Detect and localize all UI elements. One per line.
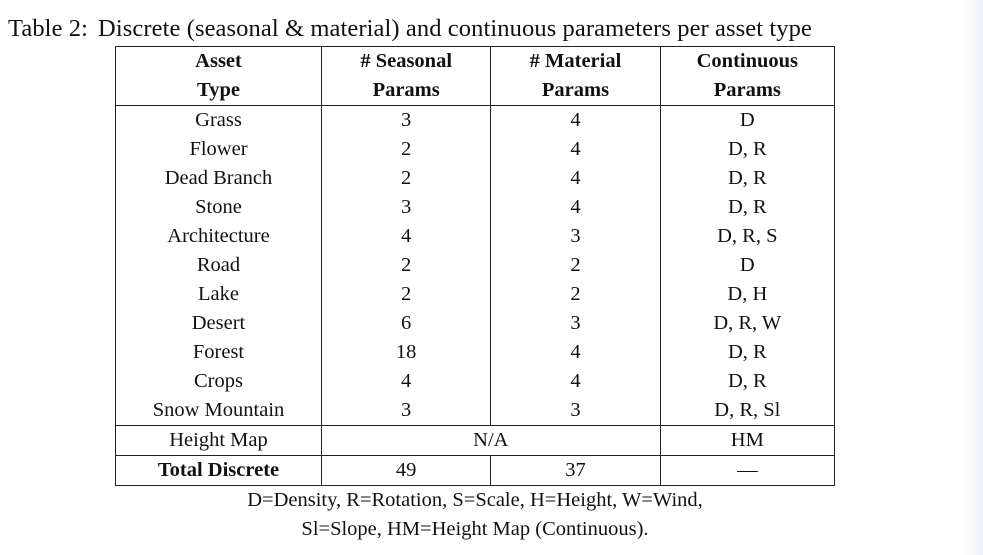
header-material-line1: # Material xyxy=(529,50,622,72)
header-asset-type xyxy=(116,47,322,106)
material-cell: 3 xyxy=(491,309,660,338)
parameters-table xyxy=(115,46,835,486)
legend-line-2: Sl=Slope, HM=Height Map (Continuous). xyxy=(301,518,649,540)
table-row xyxy=(116,193,835,222)
asset-cell: Lake xyxy=(116,280,322,309)
table-row xyxy=(116,280,835,309)
caption-label: Table 2: xyxy=(8,15,89,42)
header-material-params xyxy=(491,47,660,106)
asset-cell: Road xyxy=(116,251,322,280)
continuous-cell: D, R xyxy=(660,135,834,164)
material-cell: 4 xyxy=(491,106,660,136)
caption-text: Discrete (seasonal & material) and continuous parameters per asset type xyxy=(98,15,812,42)
table-row xyxy=(116,164,835,193)
material-cell: 4 xyxy=(491,338,660,367)
header-seasonal-line2: Params xyxy=(372,79,440,101)
asset-cell: Flower xyxy=(116,135,322,164)
table-row xyxy=(116,309,835,338)
material-cell: 3 xyxy=(491,222,660,251)
seasonal-cell: 2 xyxy=(322,280,491,309)
continuous-cell: D, R, S xyxy=(660,222,834,251)
header-seasonal-line1: # Seasonal xyxy=(360,50,453,72)
page-edge-shade xyxy=(961,0,983,555)
continuous-cell: D, H xyxy=(660,280,834,309)
continuous-cell: D, R, Sl xyxy=(660,396,834,426)
height-map-discrete-cell: N/A xyxy=(322,426,661,456)
continuous-cell: D, R xyxy=(660,338,834,367)
seasonal-cell: 4 xyxy=(322,367,491,396)
table-row xyxy=(116,135,835,164)
seasonal-cell: 2 xyxy=(322,251,491,280)
asset-rows xyxy=(116,106,835,426)
total-label-cell: Total Discrete xyxy=(116,456,322,486)
table-row xyxy=(116,367,835,396)
continuous-cell: D xyxy=(660,106,834,136)
header-material-line2: Params xyxy=(541,79,610,101)
material-cell: 4 xyxy=(491,164,660,193)
seasonal-cell: 3 xyxy=(322,106,491,136)
summary-rows xyxy=(116,426,835,486)
total-discrete-row xyxy=(116,456,835,486)
table-row xyxy=(116,396,835,426)
header-continuous-params xyxy=(660,47,834,106)
table-legend xyxy=(115,486,835,544)
asset-cell: Architecture xyxy=(116,222,322,251)
seasonal-cell: 6 xyxy=(322,309,491,338)
continuous-cell: D xyxy=(660,251,834,280)
asset-cell: Stone xyxy=(116,193,322,222)
header-asset-line1: Asset xyxy=(195,50,242,72)
height-map-continuous-cell: HM xyxy=(660,426,834,456)
asset-cell: Grass xyxy=(116,106,322,136)
seasonal-cell: 4 xyxy=(322,222,491,251)
header-row xyxy=(116,47,835,106)
legend-line-1: D=Density, R=Rotation, S=Scale, H=Height, W=Wind, xyxy=(247,489,703,511)
total-material-cell: 37 xyxy=(491,456,660,486)
seasonal-cell: 18 xyxy=(322,338,491,367)
continuous-cell: D, R xyxy=(660,367,834,396)
header-seasonal-params xyxy=(322,47,491,106)
table-row xyxy=(116,251,835,280)
material-cell: 2 xyxy=(491,251,660,280)
asset-cell: Crops xyxy=(116,367,322,396)
seasonal-cell: 2 xyxy=(322,135,491,164)
material-cell: 4 xyxy=(491,367,660,396)
asset-cell: Dead Branch xyxy=(116,164,322,193)
header-continuous-line2: Params xyxy=(713,79,781,101)
continuous-cell: D, R xyxy=(660,164,834,193)
asset-cell: Desert xyxy=(116,309,322,338)
table-caption xyxy=(8,14,812,44)
header-asset-line2: Type xyxy=(197,79,240,101)
height-map-row xyxy=(116,426,835,456)
material-cell: 2 xyxy=(491,280,660,309)
asset-cell: Forest xyxy=(116,338,322,367)
material-cell: 4 xyxy=(491,193,660,222)
height-map-asset-cell: Height Map xyxy=(116,426,322,456)
table-row xyxy=(116,106,835,136)
material-cell: 4 xyxy=(491,135,660,164)
continuous-cell: D, R, W xyxy=(660,309,834,338)
asset-cell: Snow Mountain xyxy=(116,396,322,426)
seasonal-cell: 2 xyxy=(322,164,491,193)
header-continuous-line1: Continuous xyxy=(696,50,799,72)
seasonal-cell: 3 xyxy=(322,193,491,222)
total-seasonal-cell: 49 xyxy=(322,456,491,486)
table-row xyxy=(116,338,835,367)
material-cell: 3 xyxy=(491,396,660,426)
continuous-cell: D, R xyxy=(660,193,834,222)
table-row xyxy=(116,222,835,251)
total-continuous-cell: — xyxy=(660,456,834,486)
seasonal-cell: 3 xyxy=(322,396,491,426)
